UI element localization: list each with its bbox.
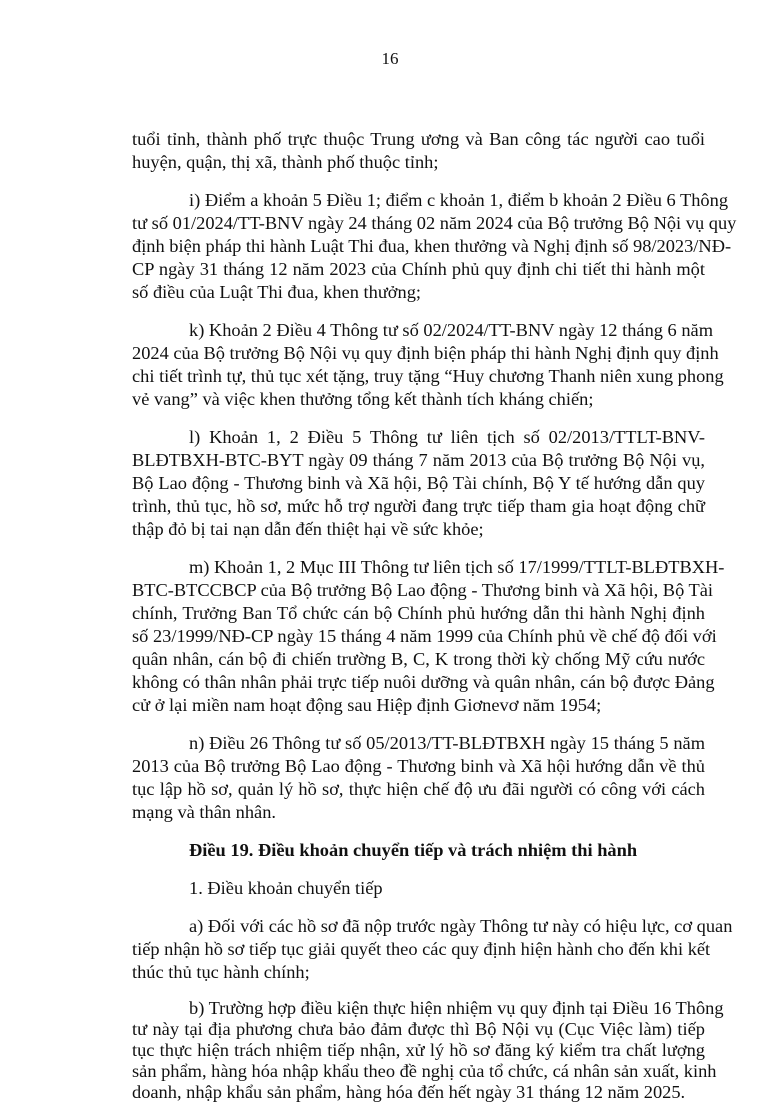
paragraph-line: tuổi tỉnh, thành phố trực thuộc Trung ương và Ban công tác người cao tuổi bbox=[132, 129, 705, 149]
article-heading: Điều 19. Điều khoản chuyển tiếp và trách nhiệm thi hành bbox=[189, 840, 638, 860]
paragraph-line: huyện, quận, thị xã, thành phố thuộc tỉnh; bbox=[132, 152, 439, 172]
clause-n-line: n) Điều 26 Thông tư số 05/2013/TT-BLĐTBXH ngày 15 tháng 5 năm bbox=[189, 733, 705, 753]
clause-l-line: l) Khoản 1, 2 Điều 5 Thông tư liên tịch số 02/2013/TTLT-BNV- bbox=[189, 427, 705, 447]
clause-k-line: vẻ vang” và việc khen thưởng tổng kết thành tích kháng chiến; bbox=[132, 389, 594, 409]
clause-l-line: Bộ Lao động - Thương binh và Xã hội, Bộ Tài chính, Bộ Y tế hướng dẫn quy bbox=[132, 473, 705, 493]
clause-b-line: tư này tại địa phương chưa bảo đảm được thì Bộ Nội vụ (Cục Việc làm) tiếp bbox=[132, 1019, 705, 1039]
clause-b-line: doanh, nhập khẩu sản phẩm, hàng hóa đến hết ngày 31 tháng 12 năm 2025. bbox=[132, 1082, 686, 1102]
clause-l-line: trình, thủ tục, hồ sơ, mức hỗ trợ người đang trực tiếp tham gia hoạt động chữ bbox=[132, 496, 705, 516]
clause-k-line: chi tiết trình tự, thủ tục xét tặng, truy tặng “Huy chương Thanh niên xung phong bbox=[132, 366, 724, 386]
clause-b-line: sản phẩm, hàng hóa nhập khẩu theo đề nghị của tổ chức, cá nhân sản xuất, kinh bbox=[132, 1061, 717, 1081]
clause-i-line: i) Điểm a khoản 5 Điều 1; điểm c khoản 1, điểm b khoản 2 Điều 6 Thông bbox=[189, 190, 729, 210]
clause-m-line: BTC-BTCCBCP của Bộ trưởng Bộ Lao động - Thương binh và Xã hội, Bộ Tài bbox=[132, 580, 714, 600]
page-number: 16 bbox=[381, 49, 399, 68]
clause-m-line: số 23/1999/NĐ-CP ngày 15 tháng 4 năm 1999 của Chính phủ về chế độ đối với bbox=[132, 626, 717, 646]
clause-k-line: k) Khoản 2 Điều 4 Thông tư số 02/2024/TT-BNV ngày 12 tháng 6 năm bbox=[189, 320, 714, 340]
clause-n-line: 2013 của Bộ trưởng Bộ Lao động - Thương binh và Xã hội hướng dẫn về thủ bbox=[132, 756, 705, 776]
clause-b-line: tục thực hiện trách nhiệm tiếp nhận, xử lý hồ sơ đăng ký kiểm tra chất lượng bbox=[132, 1040, 705, 1060]
clause-k-line: 2024 của Bộ trưởng Bộ Nội vụ quy định biện pháp thi hành Nghị định quy định bbox=[132, 343, 719, 363]
clause-m-line: chính, Trưởng Ban Tổ chức cán bộ Chính phủ hướng dẫn thi hành Nghị định bbox=[132, 603, 705, 623]
clause-n-line: mạng và thân nhân. bbox=[132, 802, 277, 822]
clause-i-line: số điều của Luật Thi đua, khen thưởng; bbox=[132, 282, 422, 302]
clause-m-line: m) Khoản 1, 2 Mục III Thông tư liên tịch số 17/1999/TTLT-BLĐTBXH- bbox=[189, 557, 725, 577]
clause-i-line: CP ngày 31 tháng 12 năm 2023 của Chính phủ quy định chi tiết thi hành một bbox=[132, 259, 705, 279]
clause-n-line: tục lập hồ sơ, quản lý hồ sơ, thực hiện chế độ ưu đãi người có công với cách bbox=[132, 779, 705, 799]
clause-i-line: tư số 01/2024/TT-BNV ngày 24 tháng 02 năm 2024 của Bộ trưởng Bộ Nội vụ quy bbox=[132, 213, 737, 233]
clause-m-line: quân nhân, cán bộ đi chiến trường B, C, K trong thời kỳ chống Mỹ cứu nước bbox=[132, 649, 705, 669]
clause-i-line: định biện pháp thi hành Luật Thi đua, khen thưởng và Nghị định số 98/2023/NĐ- bbox=[132, 236, 732, 256]
clause-a-line: thúc thủ tục hành chính; bbox=[132, 962, 310, 982]
clause-m-line: không có thân nhân phải trực tiếp nuôi dưỡng và quân nhân, cán bộ được Đảng bbox=[132, 672, 715, 692]
clause-l-line: thập đỏ bị tai nạn dẫn đến thiệt hại về sức khỏe; bbox=[132, 519, 484, 539]
clause-m-line: cử ở lại miền nam hoạt động sau Hiệp định Giơnevơ năm 1954; bbox=[132, 695, 602, 715]
clause-b-line: b) Trường hợp điều kiện thực hiện nhiệm vụ quy định tại Điều 16 Thông bbox=[189, 998, 724, 1018]
document-body bbox=[132, 0, 737, 1103]
clause-l-line: BLĐTBXH-BTC-BYT ngày 09 tháng 7 năm 2013 của Bộ trưởng Bộ Nội vụ, bbox=[132, 450, 705, 470]
section-heading: 1. Điều khoản chuyển tiếp bbox=[189, 878, 383, 898]
clause-a-line: a) Đối với các hồ sơ đã nộp trước ngày Thông tư này có hiệu lực, cơ quan bbox=[189, 916, 733, 936]
clause-a-line: tiếp nhận hồ sơ tiếp tục giải quyết theo các quy định hiện hành cho đến khi kết bbox=[132, 939, 711, 959]
